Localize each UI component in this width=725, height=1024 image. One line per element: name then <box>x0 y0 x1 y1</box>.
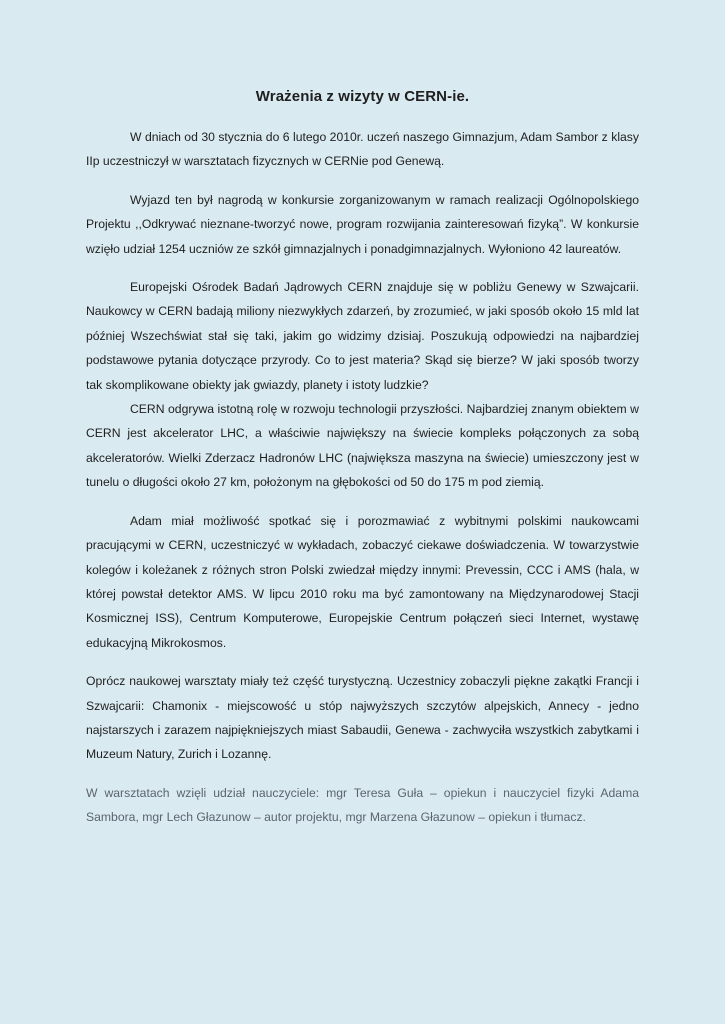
paragraph-intro: W dniach od 30 stycznia do 6 lutego 2010r. uczeń naszego Gimnazjum, Adam Sambor z klasy IIp uczestniczył w warsztatach fizycznych w CERNie pod Genewą. <box>86 130 639 169</box>
paragraph-cern-about: Europejski Ośrodek Badań Jądrowych CERN znajduje się w pobliżu Genewy w Szwajcarii. Naukowcy w CERN badają miliony niezwykłych zdarzeń, by zrozumieć, w jaki sposób około 15 mld lat później Wszechświat stał się taki, jakim go widzimy dzisiaj. Poszukują odpowiedzi na najbardziej podstawowe pytania dotyczące przyrody. Co to jest materia? Skąd się bierze? W jaki sposób tworzy tak skomplikowane obiekty jak gwiazdy, planety i istoty ludzkie? <box>86 280 639 392</box>
paragraph-cern-lhc: CERN odgrywa istotną rolę w rozwoju technologii przyszłości. Najbardziej znanym obiektem w CERN jest akcelerator LHC, a właściwie największy na świecie kompleks połączonych za sobą akceleratorów. Wielki Zderzacz Hadronów LHC (największa maszyna na świecie) umieszczony jest w tunelu o długości około 27 km, położonym na głębokości od 50 do 175 m pod ziemią. <box>86 402 639 490</box>
paragraph-teachers: W warsztatach wzięli udział nauczyciele: mgr Teresa Guła – opiekun i nauczyciel fizyki Adama Sambora, mgr Lech Głazunow – autor projektu, mgr Marzena Głazunow – opiekun i tłumacz. <box>86 785 639 825</box>
paragraph-visit: Adam miał możliwość spotkać się i porozmawiać z wybitnymi polskimi naukowcami pracującymi w CERN, uczestniczyć w wykładach, zobaczyć ciekawe doświadczenia. W towarzystwie kolegów i koleżanek z różnych stron Polski zwiedzał między innymi: Prevessin, CCC i AMS (hala, w której powstał detektor AMS. W lipcu 2010 roku ma być zamontowany na Międzynarodowej Stacji Kosmicznej ISS), Centrum Komputerowe, Europejskie Centrum połączeń sieci Internet, wystawę edukacyjną Mikrokosmos. <box>86 513 639 650</box>
paragraph-contest: Wyjazd ten był nagrodą w konkursie zorganizowanym w ramach realizacji Ogólnopolskiego Projektu ,,Odkrywać nieznane-tworzyć nowe, program rozwijania zainteresowań fizyką”. W konkursie wzięło udział 1254 uczniów ze szkół gimnazjalnych i ponadgimnazjalnych. Wyłoniono 42 laureatów. <box>86 192 639 256</box>
document-page <box>86 86 639 844</box>
document-title: Wrażenia z wizyty w CERN-ie. <box>255 88 470 105</box>
paragraph-tourism: Oprócz naukowej warsztaty miały też część turystyczną. Uczestnicy zobaczyli piękne zakątki Francji i Szwajcarii: Chamonix - miejscowość u stóp najwyższych szczytów alpejskich, Annecy - jedno najstarszych i zarazem najpiękniejszych miast Sabaudii, Genewa - zachwyciła wszystkich zabytkami i Muzeum Natury, Zurich i Lozannę. <box>86 674 639 762</box>
